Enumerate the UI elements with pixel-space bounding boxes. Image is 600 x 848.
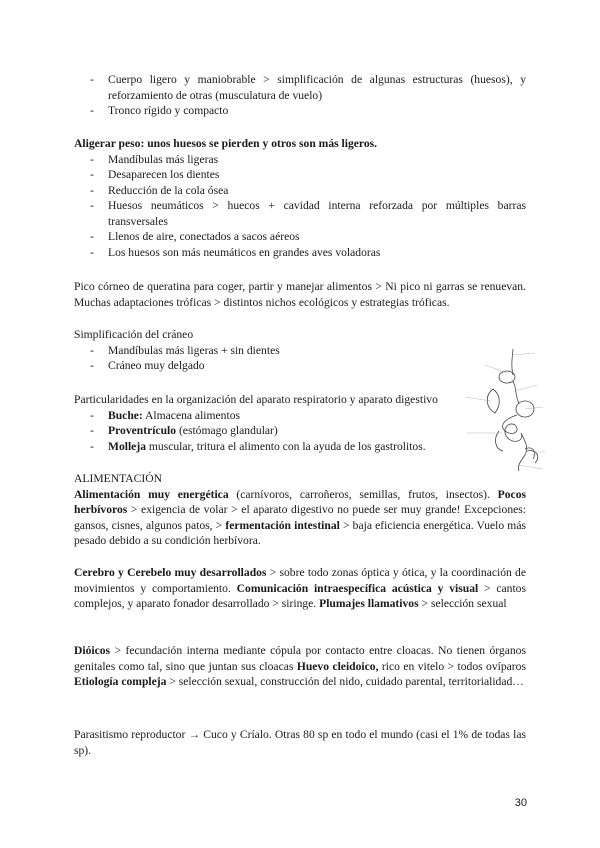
parasitism-paragraph: Parasitismo reproductor → Cuco y Críalo. Otras 80 sp en todo el mundo (casi el 1% de todas las sp). <box>74 728 526 757</box>
page-number: 30 <box>514 797 527 809</box>
bird-digestive-diagram-icon <box>455 345 550 475</box>
brain-paragraph: Cerebro y Cerebelo muy desarrollados > sobre todo zonas óptica y ótica, y la coordinación de movimientos y comportamiento. Comunicación intraespecífica acústica y visual > cantos complejos, y aparato fonador desarrollado > siringe. Plumajes llamativos > selección sexual <box>74 566 526 610</box>
list-item: - Cráneo muy delgado <box>74 358 454 374</box>
list-item: - Buche: Almacena alimentos <box>74 408 450 424</box>
digestive-system-illustration <box>455 345 550 475</box>
digestive-intro: Particularidades en la organización del aparato respiratorio y aparato digestivo <box>74 393 438 406</box>
lighten-list <box>74 152 526 261</box>
skull-section <box>74 327 454 374</box>
feeding-section <box>74 471 526 549</box>
skull-heading: Simplificación del cráneo <box>74 328 194 341</box>
digestive-section <box>74 392 450 454</box>
reproduction-paragraph: Dióicos > fecundación interna mediante cópula por contacto entre cloacas. No tienen órganos genitales como tal, sino que juntan sus cloacas Huevo cleidoico, rico en vitelo > todos ovíparos Etiología compleja > selección sexual, construcción del nido, cuidado parental, territorialidad… <box>74 644 526 688</box>
list-item: - Proventrículo (estómago glandular) <box>74 423 450 439</box>
lighten-section <box>74 136 526 260</box>
list-item: - Mandíbulas más ligeras + sin dientes <box>74 343 454 359</box>
top-list-block <box>74 72 526 119</box>
list-item: - Desaparecen los dientes <box>74 167 526 183</box>
skull-list <box>74 343 454 374</box>
feeding-heading: ALIMENTACIÓN <box>74 472 162 485</box>
list-item: - Cuerpo ligero y maniobrable > simplificación de algunas estructuras (huesos), y reforzamiento de otras (musculatura de vuelo) <box>74 72 526 103</box>
beak-paragraph: Pico córneo de queratina para coger, partir y manejar alimentos > Ni pico ni garras se renuevan. Muchas adaptaciones tróficas > distintos nichos ecológicos y estrategias tróficas. <box>74 280 526 309</box>
lighten-heading: Aligerar peso: unos huesos se pierden y otros son más ligeros. <box>74 137 378 150</box>
feeding-paragraph: Alimentación muy energética (carnívoros, carroñeros, semillas, frutos, insectos). Pocos herbívoros > exigencia de volar > el aparato digestivo no puede ser muy grande! Excepciones: gansos, cisnes, algunos patos, > fermentación intestinal > baja eficiencia energética. Vuelo más pesado debido a su condición herbívora. <box>74 487 527 547</box>
list-item: - Llenos de aire, conectados a sacos aéreos <box>74 229 526 245</box>
top-list <box>74 72 526 119</box>
list-item: - Los huesos son más neumáticos en grandes aves voladoras <box>74 245 526 261</box>
list-item: - Reducción de la cola ósea <box>74 183 526 199</box>
list-item: - Tronco rígido y compacto <box>74 103 526 119</box>
list-item: - Huesos neumáticos > huecos + cavidad interna reforzada por múltiples barras transversales <box>74 198 526 229</box>
list-item: - Molleja muscular, tritura el alimento con la ayuda de los gastrolitos. <box>74 439 450 455</box>
digestive-list <box>74 408 450 455</box>
list-item: - Mandíbulas más ligeras <box>74 152 526 168</box>
